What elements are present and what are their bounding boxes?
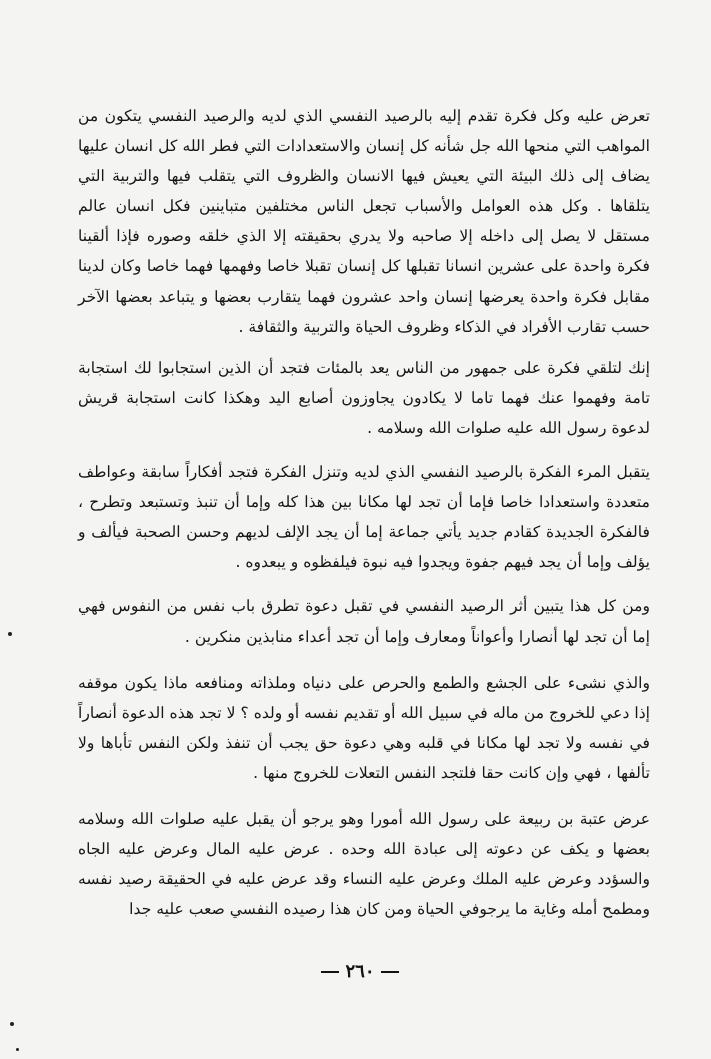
page-number [310, 961, 410, 982]
paragraph-4: ومن كل هذا يتبين أثر الرصيد النفسي في تقبل دعوة تطرق باب نفس من النفوس فهي إما أن تجد لها أنصارا وأعواناً ومعارف وإما أن تجد أعداء منابذين منكرين . [78, 597, 650, 646]
paragraph-2: إنك لتلقي فكرة على جمهور من الناس يعد بالمئات فتجد أن الذين استجابوا لك استجابة تامة وفهموا عنك فهما تاما لا يكادون يجاوزون أصابع اليد وهكذا كانت استجابة قريش لدعوة رسول الله عليه صلوات الله وسلامه . [78, 358, 650, 437]
margin-speck [8, 632, 12, 636]
paragraph-1: تعرض عليه وكل فكرة تقدم إليه بالرصيد النفسي الذي لديه والرصيد النفسي يتكون من المواهب التي منحها الله جل شأنه كل إنسان والاستعدادات التي فطر الله كل انسان عليها يضاف إلى ذلك البيئة التي يعيش فيها الانسان والظروف التي يتقلب فيها والتربية التي يتلقاها . وكل هذه العوامل والأسباب تجعل الناس مختلفين متباينين فكل انسان عالم مستقل لا يصل إلى داخله إلا صاحبه ولا يدري بحقيقته إلا الذي خلقه وصوره فإذا ألقينا فكرة واحدة على عشرين انسانا تقبلها كل إنسان تقبلا خاصا وفهمها فهما خاصا وكان لدينا مقابل فكرة واحدة يعرضها إنسان واحد عشرون فهما يتقارب بعضها و يتباعد بعضها الآخر حسب تقارب الأفراد في الذكاء وظروف الحياة والتربية والثقافة . [78, 107, 650, 336]
page-number-dash-right [321, 971, 339, 973]
paragraph-6: عرض عتبة بن ربيعة على رسول الله أمورا وهو يرجو أن يقبل عليه صلوات الله وسلامه بعضها و يكف عن دعوته إلى عبادة الله وحده . عرض عليه المال وعرض عليه الجاه والسؤدد وعرض عليه الملك وعرض عليه النساء وقد عرض عليه في الحقيقة رصيد نفسه ومطمح أمله وغاية ما يرجوفي الحياة ومن كان هذا رصيده النفسي صعب عليه جدا [78, 809, 650, 919]
page-number-dash-left [381, 971, 399, 973]
page-body-text [78, 101, 650, 924]
margin-speck [10, 1022, 14, 1026]
paragraph-5: والذي نشىء على الجشع والطمع والحرص على دنياه وملذاته ومنافعه ماذا يكون موقفه إذا دعي للخروج من ماله في سبيل الله أو تقديم نفسه أو ولده ؟ لا تجد هذه الدعوة أنصاراً في نفسه ولا تجد لها مكانا في قلبه وهي دعوة حق يجب أن تنفذ ولكن النفس تأباها ولا تألفها ، فهي وإن كانت حقا فلتجد النفس التعلات للخروج منها . [78, 673, 650, 782]
paragraph-3: يتقبل المرء الفكرة بالرصيد النفسي الذي لديه وتنزل الفكرة فتجد أفكاراً سابقة وعواطف متعددة واستعدادا خاصا فإما أن تجد لها مكانا بين هذا كله وإما أن تنبذ وتستبعد وتطرح ، فالفكرة الجديدة كقادم جديد يأتي جماعة إما أن يجد الإلف لديهم وحسن الصحبة فيألف و يؤلف وإما أن يجد فيهم جفوة ويجدوا فيه نبوة فيلفظوه و يبعدوه . [78, 463, 650, 572]
page-number-value: ٢٦٠ [345, 961, 375, 982]
margin-speck [16, 1048, 19, 1051]
